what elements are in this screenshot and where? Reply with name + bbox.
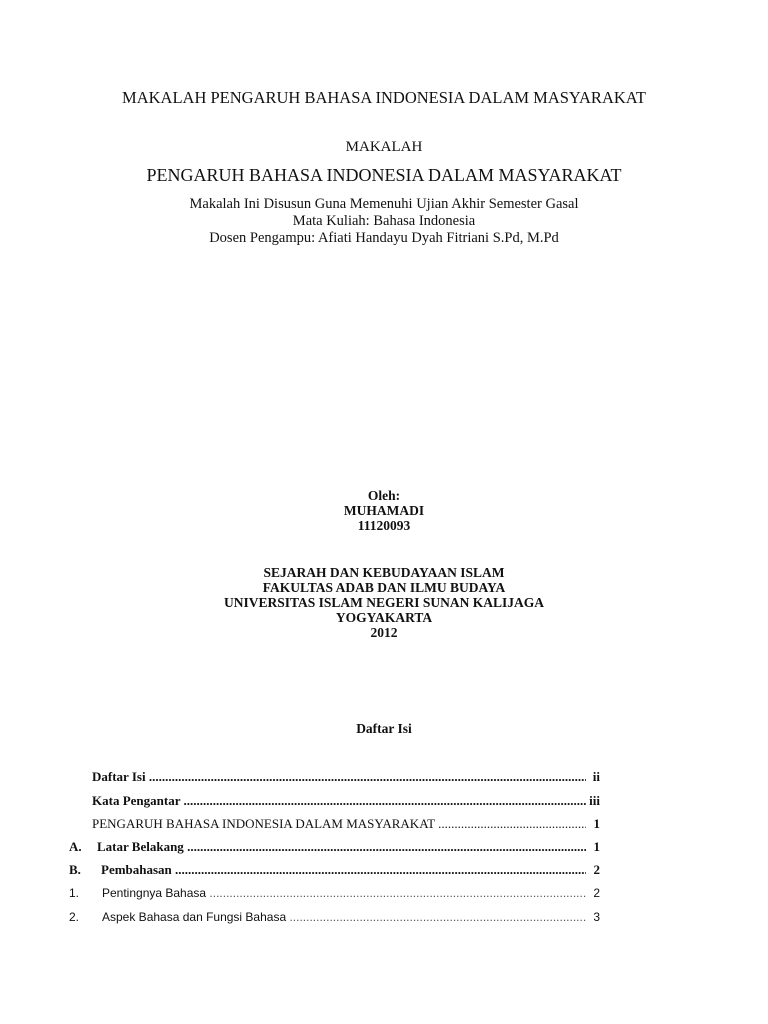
- toc-entry[interactable]: [0, 816, 768, 834]
- toc-heading: Daftar Isi: [356, 721, 412, 736]
- toc-entry-label: Kata Pengantar .....: [92, 793, 586, 809]
- toc-entry-label: Daftar Isi .....: [92, 769, 586, 785]
- toc-entry-label: Aspek Bahasa dan Fungsi Bahasa .....: [102, 910, 586, 924]
- toc-entry-label: Pembahasan .....: [101, 862, 586, 878]
- toc-entry[interactable]: [0, 886, 768, 904]
- toc-entry-label: Latar Belakang .....: [97, 839, 586, 855]
- toc-entry-page: ii: [592, 769, 600, 784]
- toc-entry-page: 2: [593, 862, 600, 877]
- toc-entry-number: A.: [69, 839, 82, 854]
- toc-entry-page: 2: [593, 886, 600, 900]
- toc-entry[interactable]: [0, 769, 768, 787]
- toc-entry-page: 1: [593, 839, 600, 854]
- toc-entry-label: Pentingnya Bahasa .....: [102, 886, 586, 900]
- toc-entry-number: B.: [69, 862, 81, 877]
- toc-entry-page: 3: [593, 910, 600, 924]
- toc-entry-page: iii: [589, 793, 600, 808]
- institution-line: YOGYAKARTA: [335, 610, 433, 625]
- toc-entry[interactable]: [0, 793, 768, 811]
- institution-line: FAKULTAS ADAB DAN ILMU BUDAYA: [262, 580, 506, 595]
- cover-subtitle-line: Mata Kuliah: Bahasa Indonesia: [292, 213, 476, 229]
- toc-entry[interactable]: [0, 910, 768, 928]
- cover-subtitle-line: Dosen Pengampu: Afiati Handayu Dyah Fitriani S.Pd, M.Pd: [209, 230, 559, 246]
- toc-entry-label: PENGARUH BAHASA INDONESIA DALAM MASYARAKAT .....: [92, 816, 586, 832]
- institution-line: 2012: [370, 625, 398, 640]
- institution-line: UNIVERSITAS ISLAM NEGERI SUNAN KALIJAGA: [223, 595, 545, 610]
- toc-entry-number: 2.: [69, 910, 80, 924]
- cover-title: PENGARUH BAHASA INDONESIA DALAM MASYARAKAT: [146, 165, 622, 185]
- cover-kind: MAKALAH: [345, 139, 423, 155]
- cover-subtitle-line: Makalah Ini Disusun Guna Memenuhi Ujian Akhir Semester Gasal: [189, 196, 579, 212]
- toc-entry[interactable]: [0, 839, 768, 857]
- toc-entry[interactable]: [0, 862, 768, 880]
- institution-line: SEJARAH DAN KEBUDAYAAN ISLAM: [263, 565, 505, 580]
- toc-entry-page: 1: [593, 816, 600, 831]
- document-title: MAKALAH PENGARUH BAHASA INDONESIA DALAM MASYARAKAT: [122, 88, 646, 107]
- toc-entry-number: 1.: [69, 886, 80, 900]
- student-id: 11120093: [357, 518, 411, 533]
- author-label: Oleh:: [367, 488, 401, 503]
- author-name: MUHAMADI: [343, 503, 425, 518]
